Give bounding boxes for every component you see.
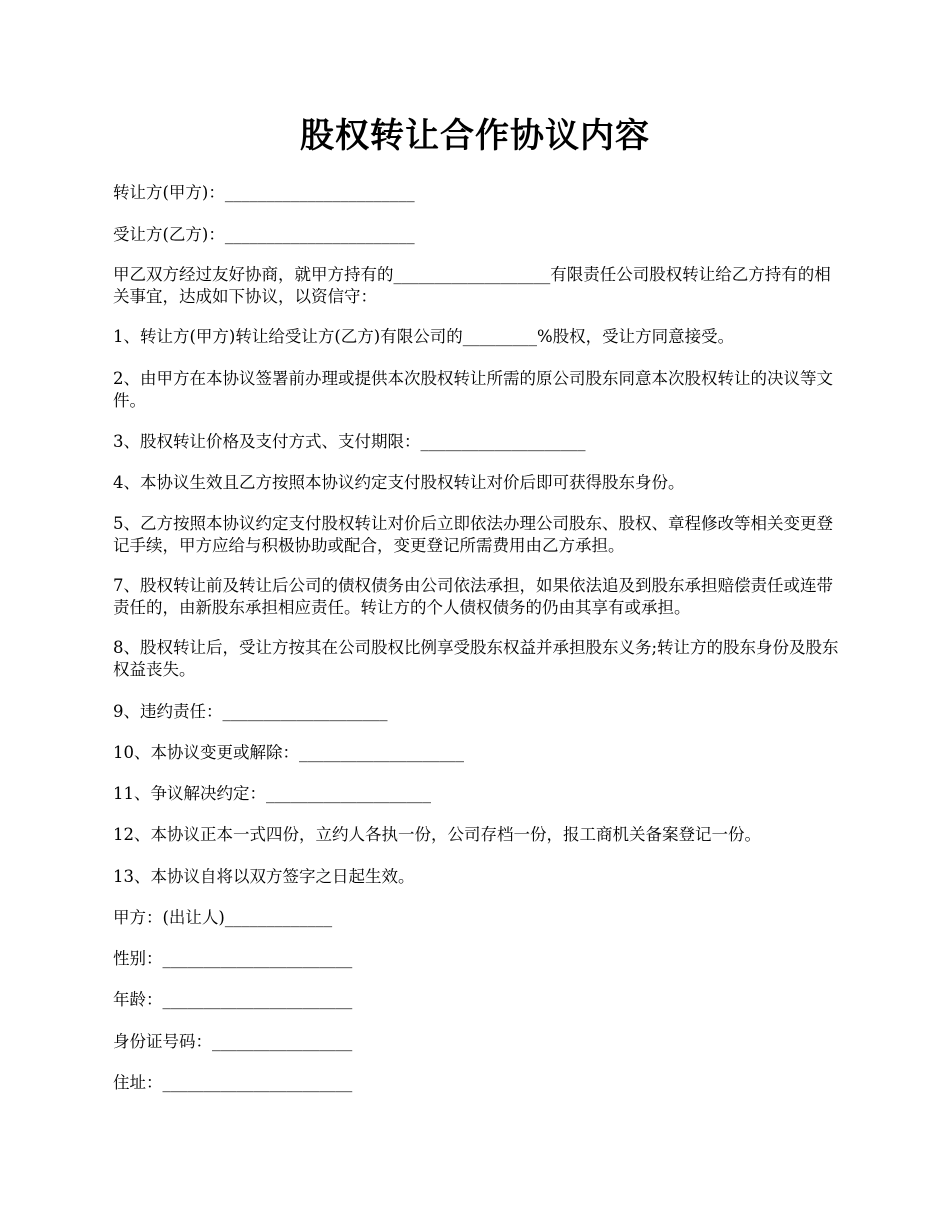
paragraph-clause-8: 8、股权转让后，受让方按其在公司股权比例享受股东权益并承担股东义务;转让方的股东身份及股东权益丧失。 (113, 638, 839, 679)
field-address: 住址：_______________________ (113, 1073, 353, 1092)
document-title: 股权转让合作协议内容 (300, 116, 650, 156)
paragraph-clause-3: 3、股权转让价格及支付方式、支付期限：____________________ (113, 432, 586, 451)
paragraph-clause-5: 5、乙方按照本协议约定支付股权转让对价后立即依法办理公司股东、股权、章程修改等相关变更登记手续，甲方应给与积极协助或配合，变更登记所需费用由乙方承担。 (113, 514, 833, 555)
field-id-number: 身份证号码：_________________ (113, 1032, 353, 1051)
paragraph-clause-13: 13、本协议自将以双方签字之日起生效。 (113, 867, 415, 886)
paragraph-clause-11: 11、争议解决约定：____________________ (113, 784, 431, 803)
paragraph-intro: 甲乙双方经过友好协商，就甲方持有的___________________有限责任公司股权转让给乙方持有的相关事宜，达成如下协议，以资信守： (113, 265, 831, 306)
paragraph-transferee: 受让方(乙方)：_______________________ (113, 225, 415, 244)
paragraph-clause-1: 1、转让方(甲方)转让给受让方(乙方)有限公司的_________%股权，受让方同意接受。 (113, 327, 735, 346)
field-age: 年龄：_______________________ (113, 990, 353, 1009)
paragraph-transferor: 转让方(甲方)：_______________________ (113, 183, 415, 202)
paragraph-clause-9: 9、违约责任：____________________ (113, 702, 388, 721)
field-gender: 性别：_______________________ (113, 949, 353, 968)
paragraph-clause-10: 10、本协议变更或解除：____________________ (113, 743, 464, 762)
paragraph-clause-7: 7、股权转让前及转让后公司的债权债务由公司依法承担，如果依法追及到股东承担赔偿责任或连带责任的，由新股东承担相应责任。转让方的个人债权债务的仍由其享有或承担。 (113, 576, 833, 617)
paragraph-clause-2: 2、由甲方在本协议签署前办理或提供本次股权转让所需的原公司股东同意本次股权转让的决议等文件。 (113, 369, 833, 410)
paragraph-clause-4: 4、本协议生效且乙方按照本协议约定支付股权转让对价后即可获得股东身份。 (113, 473, 685, 492)
paragraph-clause-12: 12、本协议正本一式四份，立约人各执一份，公司存档一份，报工商机关备案登记一份。 (113, 825, 761, 844)
signature-party-a: 甲方：(出让人)_____________ (113, 908, 333, 927)
